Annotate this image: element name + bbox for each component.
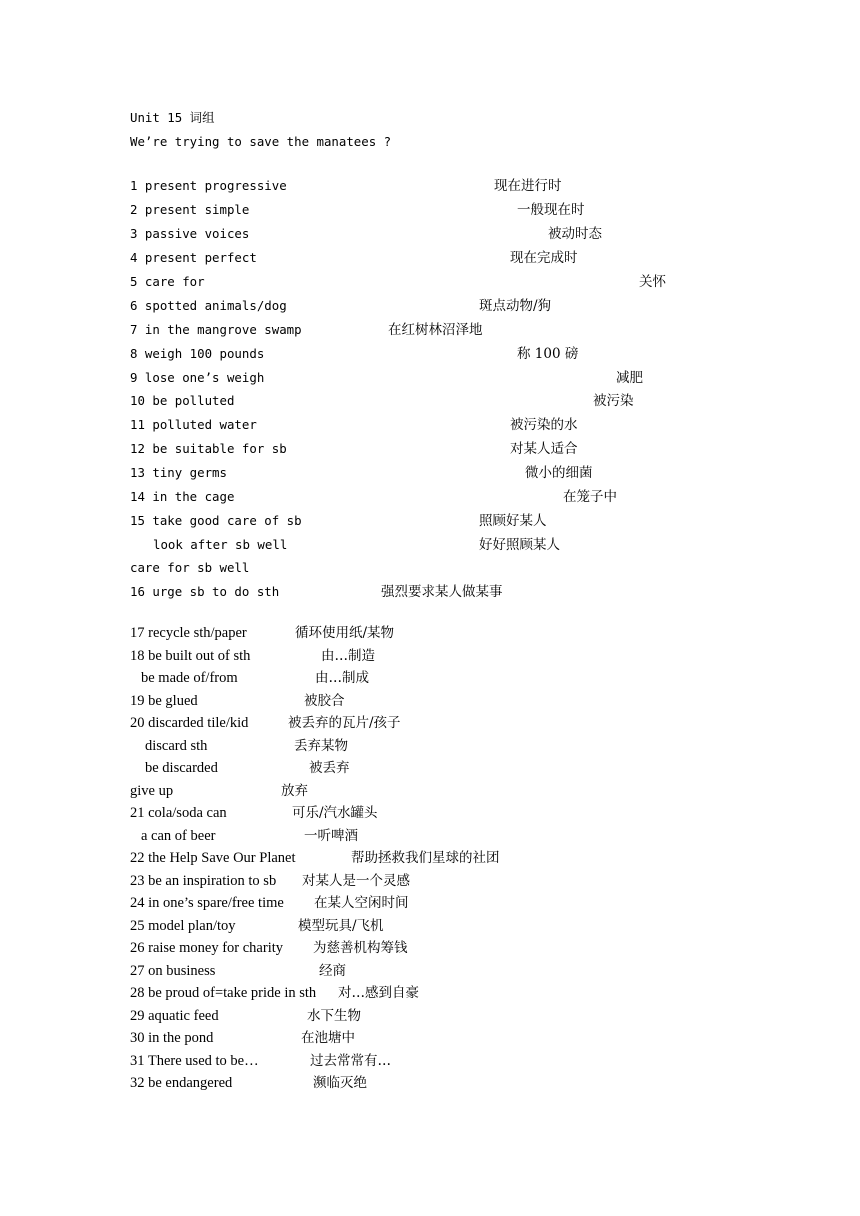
phrase-cn: 过去常常有…: [310, 1053, 391, 1069]
phrase-en: 6 spotted animals/dog: [130, 298, 287, 313]
phrase-cn: 好好照顾某人: [479, 537, 560, 553]
phrase-cn: 在笼子中: [563, 489, 617, 505]
phrase-en: 22 the Help Save Our Planet: [130, 850, 296, 866]
phrase-en: 9 lose one’s weigh: [130, 370, 265, 385]
phrase-en: 21 cola/soda can: [130, 805, 227, 821]
phrase-en: care for sb well: [130, 560, 250, 575]
phrase-cn: 在池塘中: [301, 1030, 355, 1046]
phrase-en: 2 present simple: [130, 202, 250, 217]
phrase-en: 15 take good care of sb: [130, 513, 302, 528]
phrase-en: 27 on business: [130, 963, 216, 979]
phrase-en: discard sth: [145, 738, 208, 754]
phrase-cn: 经商: [319, 963, 346, 979]
phrase-en: 11 polluted water: [130, 417, 257, 432]
phrase-en: be made of/from: [141, 670, 238, 686]
phrase-cn: 对某人适合: [510, 441, 578, 457]
phrase-cn: 被胶合: [304, 693, 345, 709]
phrase-cn: 被丢弃: [309, 760, 350, 776]
phrase-cn: 在红树林沼泽地: [388, 322, 483, 338]
unit-title: Unit 15 词组: [130, 110, 215, 125]
phrase-cn: 现在完成时: [510, 250, 578, 266]
phrase-cn: 强烈要求某人做某事: [381, 584, 503, 600]
phrase-cn: 微小的细菌: [525, 465, 593, 481]
phrase-en: 4 present perfect: [130, 250, 257, 265]
phrase-en: 24 in one’s spare/free time: [130, 895, 284, 911]
phrase-en: 32 be endangered: [130, 1075, 233, 1091]
phrase-cn: 为慈善机构筹钱: [313, 940, 408, 956]
phrase-en: a can of beer: [141, 828, 216, 844]
phrase-en: 19 be glued: [130, 693, 198, 709]
phrase-en: give up: [130, 783, 174, 799]
phrase-cn: 由…制造: [321, 648, 375, 664]
phrase-cn: 被动时态: [548, 226, 602, 242]
phrase-cn: 放弃: [281, 783, 308, 799]
phrase-cn: 帮助拯救我们星球的社团: [351, 850, 500, 866]
phrase-cn: 被污染: [593, 393, 634, 409]
phrase-cn: 被污染的水: [510, 417, 578, 433]
phrase-cn: 丢弃某物: [294, 738, 348, 754]
phrase-cn: 被丢弃的瓦片/孩子: [288, 715, 401, 731]
phrase-cn: 对某人是一个灵感: [302, 873, 410, 889]
phrase-en: 17 recycle sth/paper: [130, 625, 247, 641]
phrase-cn: 由…制成: [315, 670, 369, 686]
phrase-cn: 可乐/汽水罐头: [292, 805, 378, 821]
phrase-en: 16 urge sb to do sth: [130, 584, 280, 599]
phrase-en: 18 be built out of sth: [130, 648, 251, 664]
phrase-cn: 现在进行时: [494, 178, 562, 194]
phrase-cn: 对…感到自豪: [338, 985, 419, 1001]
phrase-en: 7 in the mangrove swamp: [130, 322, 302, 337]
phrase-cn: 减肥: [616, 370, 643, 386]
phrase-cn: 在某人空闲时间: [314, 895, 409, 911]
phrase-en: 31 There used to be…: [130, 1053, 259, 1069]
phrase-en: 30 in the pond: [130, 1030, 214, 1046]
phrase-cn: 水下生物: [307, 1008, 361, 1024]
phrase-en: look after sb well: [153, 537, 288, 552]
phrase-en: be discarded: [145, 760, 218, 776]
phrase-en: 26 raise money for charity: [130, 940, 284, 956]
phrase-en: 14 in the cage: [130, 489, 235, 504]
phrase-en: 28 be proud of=take pride in sth: [130, 985, 317, 1001]
phrase-en: 3 passive voices: [130, 226, 250, 241]
phrase-en: 10 be polluted: [130, 393, 235, 408]
phrase-cn: 一听啤酒: [304, 828, 358, 844]
phrase-cn: 濒临灭绝: [313, 1075, 367, 1091]
phrase-en: 8 weigh 100 pounds: [130, 346, 265, 361]
phrase-cn: 斑点动物/狗: [479, 298, 552, 314]
phrase-cn: 循环使用纸/某物: [295, 625, 395, 641]
phrase-en: 29 aquatic feed: [130, 1008, 219, 1024]
phrase-en: 5 care for: [130, 274, 205, 289]
phrase-en: 1 present progressive: [130, 178, 287, 193]
phrase-en: 20 discarded tile/kid: [130, 715, 249, 731]
phrase-cn: 称 100 磅: [517, 346, 579, 362]
phrase-cn: 模型玩具/飞机: [298, 918, 384, 934]
phrase-en: 12 be suitable for sb: [130, 441, 287, 456]
subtitle: We’re trying to save the manatees ?: [130, 134, 392, 149]
phrase-cn: 关怀: [639, 274, 666, 290]
phrase-cn: 照顾好某人: [479, 513, 547, 529]
phrase-en: 13 tiny germs: [130, 465, 227, 480]
phrase-cn: 一般现在时: [517, 202, 585, 218]
phrase-en: 23 be an inspiration to sb: [130, 873, 277, 889]
phrase-en: 25 model plan/toy: [130, 918, 236, 934]
